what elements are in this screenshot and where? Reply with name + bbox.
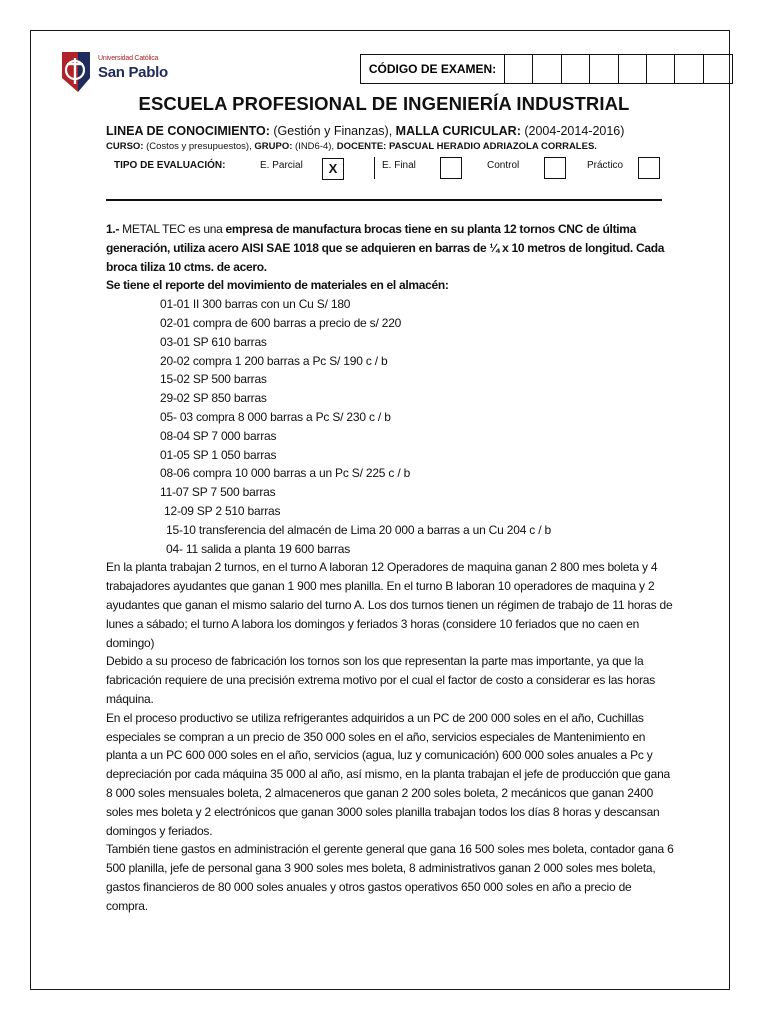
report-heading: Se tiene el reporte del movimiento de materiales en el almacén: [106,278,449,293]
list-item: 12-09 SP 2 510 barras [164,503,281,518]
paragraph-production-costs: En el proceso productivo se utiliza refrigerantes adquiridos a un PC de 200 000 soles en el año, Cuchillas especiales se compran a un precio de 350 000 soles en el año, servicios especiales de Mantenimiento en planta a un PC 600 000 soles en el año, servicios (agua, luz y comunicación) 600 000 soles anuales a Pc y depreciación por cada máquina 35 000 al año, así mismo, en la planta trabajan el jefe de producción que gana 8 000 soles mensuales boleta, 2 almaceneros que ganan 2 200 soles boleta, 2 mecánicos que ganan 2400 soles mes boleta y 2 electrónicos que ganan 3000 soles planilla trabajan todos los días 8 horas y descansan domingos y feriados. [106,710,670,838]
curriculum-value: (2004-2014-2016) [520,124,625,138]
practico-checkbox[interactable] [638,157,660,179]
final-checkbox[interactable] [440,157,462,179]
paragraph-shifts: En la planta trabajan 2 turnos, en el turno A laboran 12 Operadores de maquina ganan 2 800 mes boleta y 4 trabajadores ayudantes que ganan 1 900 mes planilla. En el turno B laboran 10 operadores de maquina y 2 ayudantes que ganan el mismo salario del turno A. Los dos turnos tienen un régimen de trabajo de 11 horas de lunes a sábado; el turno A labora los domingos y feriados 3 horas (considere 10 feriados que no caen en domingo) [106,560,673,650]
header-rule [106,199,662,201]
exam-code-cell[interactable] [505,55,533,83]
exam-code-cell[interactable] [647,55,675,83]
exam-code-label: CÓDIGO DE EXAMEN: [361,55,505,83]
university-shield-icon [58,48,92,96]
course-value: (Costos y presupuestos), [143,141,255,152]
evaluation-type-label: TIPO DE EVALUACIÓN: [114,160,226,171]
movement-list [106,295,676,558]
course-line [106,141,597,152]
question-number: 1.- [106,222,120,236]
list-item: 15-02 SP 500 barras [160,372,267,387]
list-item: 29-02 SP 850 barras [160,391,267,406]
question-body [106,220,676,915]
list-item: 08-06 compra 10 000 barras a un Pc S/ 225 c / b [160,466,411,481]
question-intro [106,220,676,276]
exam-code-box [360,54,733,84]
list-item: 02-01 compra de 600 barras a precio de s/ 220 [160,315,402,330]
logo-university-label: Universidad Católica [98,55,159,62]
teacher-label: DOCENTE: PASCUAL HERADIO ADRIAZOLA CORRALES. [336,141,597,152]
list-item: 08-04 SP 7 000 barras [160,428,277,443]
university-logo [58,48,188,98]
final-label: E. Final [382,160,416,171]
paragraph-admin-expenses: También tiene gastos en administración el gerente general que gana 16 500 soles mes boleta, contador gana 6 500 planilla, jefe de personal gana 3 900 soles mes boleta, 8 administrativos ganan 2 000 soles mes boleta, gastos financieros de 80 000 soles anuales y otros gastos operativos 650 000 soles en año a precio de compra. [106,842,674,913]
control-checkbox[interactable] [544,157,566,179]
list-item: 04- 11 salida a planta 19 600 barras [166,541,351,556]
list-item: 05- 03 compra 8 000 barras a Pc S/ 230 c / b [160,409,391,424]
school-title: ESCUELA PROFESIONAL DE INGENIERÍA INDUSTRIAL [138,93,630,114]
exam-code-cell[interactable] [562,55,590,83]
question-intro-plain: METAL TEC es una [119,222,226,236]
logo-university-name: San Pablo [98,64,168,81]
list-item: 20-02 compra 1 200 barras a Pc S/ 190 c / b [160,353,388,368]
exam-code-cell[interactable] [590,55,618,83]
curriculum-label: MALLA CURICULAR: [395,124,521,138]
control-label: Control [487,160,520,171]
exam-code-cell[interactable] [704,55,732,83]
list-item: 15-10 transferencia del almacén de Lima 20 000 a barras a un Cu 204 c / b [166,522,551,537]
knowledge-label: LINEA DE CONOCIMIENTO: [106,124,270,138]
parcial-checkbox[interactable]: X [322,158,344,180]
exam-code-cell[interactable] [675,55,703,83]
list-item: 01-05 SP 1 050 barras [160,447,277,462]
exam-code-cell[interactable] [533,55,561,83]
question-intro-bold: empresa de manufactura brocas tiene en su planta 12 tornos CNC de última generación, utiliza acero AISI SAE 1018 que se adquieren en barras de ¼ x 10 metros de longitud. Cada broca tiliza 10 ctms. de acero. [106,222,665,274]
list-item: 03-01 SP 610 barras [160,334,267,349]
group-label: GRUPO: [254,141,293,152]
paragraph-machine-hours: Debido a su proceso de fabricación los tornos son los que representan la parte mas importante, ya que la fabricación requiere de una precisión extrema motivo por el cual el factor de costo a considerar es las horas máquina. [106,654,655,706]
knowledge-line [106,124,624,138]
parcial-label: E. Parcial [260,160,303,171]
list-item: 01-01 II 300 barras con un Cu S/ 180 [160,297,351,312]
course-label: CURSO: [106,141,144,152]
knowledge-value: (Gestión y Finanzas), [269,124,396,138]
exam-code-cell[interactable] [619,55,647,83]
divider [374,157,375,179]
evaluation-type-row [114,157,724,181]
group-value: (IND6-4), [292,141,337,152]
list-item: 11-07 SP 7 500 barras [160,485,276,500]
practico-label: Práctico [587,160,624,171]
